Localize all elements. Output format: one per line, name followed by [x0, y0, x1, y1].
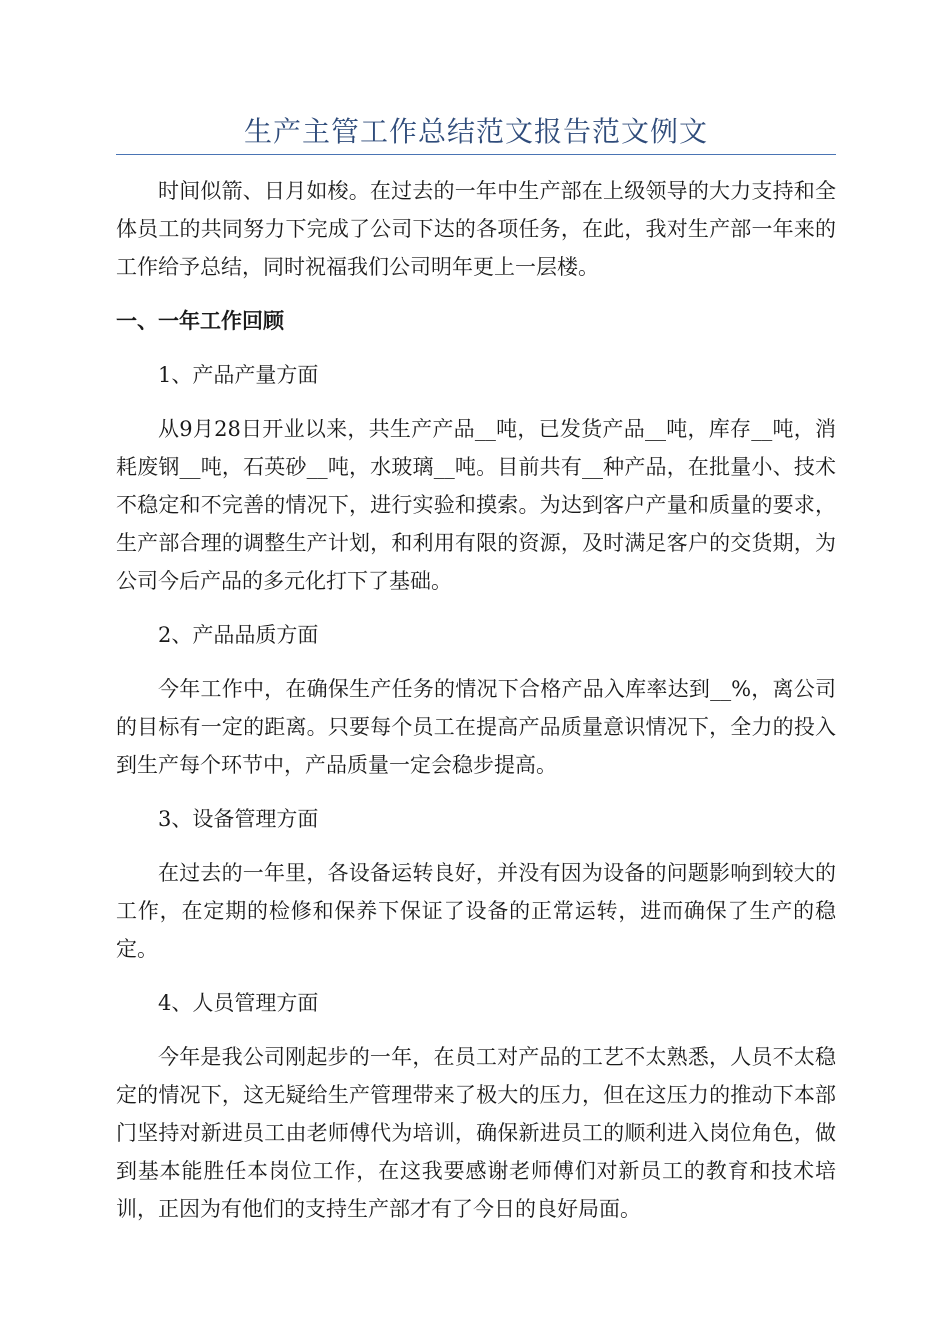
paragraph-equipment: 在过去的一年里，各设备运转良好，并没有因为设备的问题影响到较大的工作，在定期的检修和保养下保证了设备的正常运转，进而确保了生产的稳定。: [116, 861, 836, 961]
subsection-heading-equipment: 3、设备管理方面: [158, 807, 319, 831]
document-body: [116, 172, 836, 1228]
subsection-heading-personnel: 4、人员管理方面: [158, 991, 319, 1015]
document-title: 生产主管工作总结范文报告范文例文: [243, 115, 708, 148]
section-heading: 一、一年工作回顾: [116, 309, 284, 333]
intro-paragraph: 时间似箭、日月如梭。在过去的一年中生产部在上级领导的大力支持和全体员工的共同努力下完成了公司下达的各项任务，在此，我对生产部一年来的工作给予总结，同时祝福我们公司明年更上一层楼。: [116, 179, 836, 279]
title-underline: [116, 154, 836, 155]
subsection-heading-quality: 2、产品品质方面: [158, 623, 319, 647]
paragraph-quality: 今年工作中，在确保生产任务的情况下合格产品入库率达到__%，离公司的目标有一定的距离。只要每个员工在提高产品质量意识情况下，全力的投入到生产每个环节中，产品质量一定会稳步提高。: [116, 677, 836, 777]
subsection-heading-output: 1、产品产量方面: [158, 363, 319, 387]
paragraph-personnel: 今年是我公司刚起步的一年，在员工对产品的工艺不太熟悉，人员不太稳定的情况下，这无疑给生产管理带来了极大的压力，但在这压力的推动下本部门坚持对新进员工由老师傅代为培训，确保新进员工的顺利进入岗位角色，做到基本能胜任本岗位工作，在这我要感谢老师傅们对新员工的教育和技术培训，正因为有他们的支持生产部才有了今日的良好局面。: [116, 1045, 836, 1221]
paragraph-output: 从9月28日开业以来，共生产产品__吨，已发货产品__吨，库存__吨，消耗废钢__吨，石英砂__吨，水玻璃__吨。目前共有__种产品，在批量小、技术不稳定和不完善的情况下，进行实验和摸索。为达到客户产量和质量的要求，生产部合理的调整生产计划，和利用有限的资源，及时满足客户的交货期，为公司今后产品的多元化打下了基础。: [116, 417, 836, 593]
